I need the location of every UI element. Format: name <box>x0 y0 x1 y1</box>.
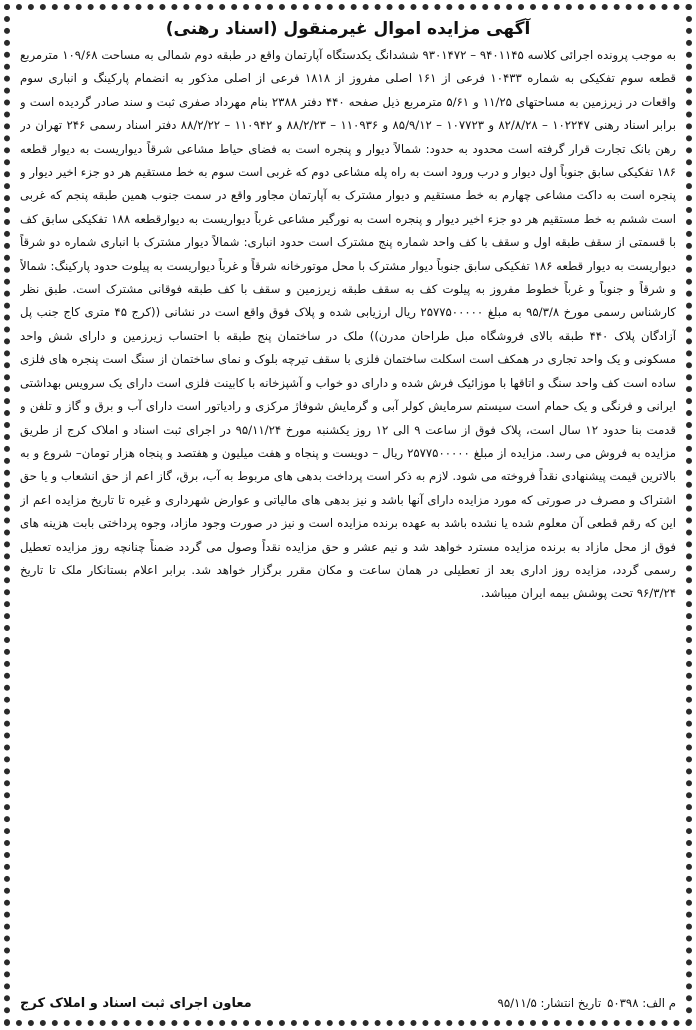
notice-frame <box>4 4 692 1026</box>
notice-body: به موجب پرونده اجرائی کلاسه ۹۴۰۱۱۴۵ – ۹۳۰۱۴۷۲ ششدانگ یکدستگاه آپارتمان واقع در طبقه دوم شمالی به مساحت ۱۰۹/۶۸ مترمربع قطعه سوم تفکیکی به شماره ۱۰۴۳۳ فرعی از ۱۶۱ اصلی مفروز از ۱۸۱۸ فرعی از اصلی مذکور به انضمام پارکینگ و انباری سوم واقعات در زیرزمین به مساحتهای ۱۱/۲۵ و ۵/۶۱ مترمربع ذیل صفحه ۴۴۰ دفتر ۲۳۸۸ بنام مهرداد صفری ثبت و سند صادر گردیده است و برابر اسناد رهنی ۱۰۲۲۴۷ – ۸۲/۸/۲۸ و ۱۰۷۷۲۳ – ۸۵/۹/۱۲ و ۱۱۰۹۳۶ – ۸۸/۲/۲۳ و ۱۱۰۹۴۲ – ۸۸/۲/۲۲ دفتر اسناد رسمی ۲۴۶ تهران در رهن بانک تجارت قرار گرفته است محدود به حدود: شمالاً دیوار و پنجره است به فضای حیاط مشاعی شرقاً دیواریست به دیوار قطعه ۱۸۶ تفکیکی سابق جنوباً اول دیوار و درب ورود است به راه پله مشاعی دوم که غربی است سوم به خط مستقیم هر دو جزء اخیر دیوار و پنجره است به داکت مشاعی چهارم به خط مستقیم و دیوار مشترک به آپارتمان مجاور واقع در سمت جنوب همین طبقه پنجم که غربی است ششم به خط مستقیم هر دو جزء اخیر دیوار و پنجره است به نورگیر مشاعی غرباً دیواریست به دیوارقطعه ۱۸۸ تفکیکی سابق کف با قسمتی از سقف طبقه اول و سقف با کف واحد شماره پنج مشترک است حدود انباری: شمالاً دیوار مشترک با انباری شماره دو شرقاً دیواریست به دیوار قطعه ۱۸۶ تفکیکی سابق جنوباً دیوار مشترک با محل موتورخانه شرقاً و غرباً دیواریست به پیلوت حدود پارکینگ: شمالاً و شرقاً و جنوباً و غرباً خطوط مفروز به پیلوت کف به سقف طبقه زیرزمین و سقف با کف طبقه فوقانی مشترک است. طبق نظر کارشناس رسمی مورخ ۹۵/۳/۸ به مبلغ ۲۵۷۷۵۰۰۰۰۰ ریال ارزیابی شده و پلاک فوق واقع است در نشانی ((کرج ۴۵ متری کاج جنب پل آزادگان پلاک ۴۴۰ طبقه بالای فروشگاه مبل طراحان مدرن)) ملک در ساختمان پنج طبقه با احتساب زیرزمین و دارای شش واحد مسکونی و یک واحد تجاری در همکف است اسکلت ساختمان فلزی با سقف تیرچه بلوک و نمای ساختمان از سنگ است پنجره های فلزی ساده است کف واحد سنگ و اتاقها با موزائیک فرش شده و دارای دو خواب و آشپزخانه با کابینت فلزی است دارای یک سرویس بهداشتی ایرانی و فرنگی و یک حمام است سیستم سرمایش کولر آبی و گرمایش شوفاژ مرکزی و رادیاتور است دارای آب و برق و گاز و تلفن و قدمت بنا حدود ۱۲ سال است، پلاک فوق از ساعت ۹ الی ۱۲ روز یکشنبه مورخ ۹۵/۱۱/۲۴ در اجرای ثبت اسناد و املاک کرج از طریق مزایده به فروش می رسد. مزایده از مبلغ ۲۵۷۷۵۰۰۰۰۰ ریال – دویست و پنجاه و هفت میلیون و هفتصد و پنجاه هزار تومان– شروع و به بالاترین قیمت پیشنهادی نقداً فروخته می شود. لازم به ذکر است پرداخت بدهی های مربوط به آب، برق، گاز اعم از حق انشعاب و یا حق اشتراک و مصرف در صورتی که مورد مزایده دارای آنها باشد و نیز بدهی های مالیاتی و عوارض شهرداری و غیره تا تاریخ مزایده اعم از این که رقم قطعی آن معلوم شده یا نشده باشد به عهده برنده مزایده است و نیز در صورت وجود مازاد، وجوه پرداختی بابت هزینه های فوق از محل مازاد به برنده مزایده مسترد خواهد شد و نیم عشر و حق مزایده نقداً وصول می گردد ضمناً چنانچه روز مزایده تعطیل رسمی گردد، مزایده روز اداری بعد از تعطیلی در همان ساعت و مکان مقرر برگزار خواهد شد. برابر اعلام بستانکار ملک تا تاریخ ۹۶/۳/۲۴ تحت پوشش بیمه ایران میباشد. <box>20 48 676 601</box>
publish-date: تاریخ انتشار: ۹۵/۱۱/۵ <box>497 996 602 1010</box>
issuer-signature: معاون اجرای ثبت اسناد و املاک کرج <box>20 995 252 1011</box>
notice-title: آگهی مزایده اموال غیرمنقول (اسناد رهنی) <box>165 19 531 39</box>
ad-number: م الف: ۵۰۳۹۸ <box>607 996 676 1010</box>
footer-meta <box>498 996 676 1010</box>
notice-content <box>20 16 676 1014</box>
notice-footer <box>20 992 676 1014</box>
